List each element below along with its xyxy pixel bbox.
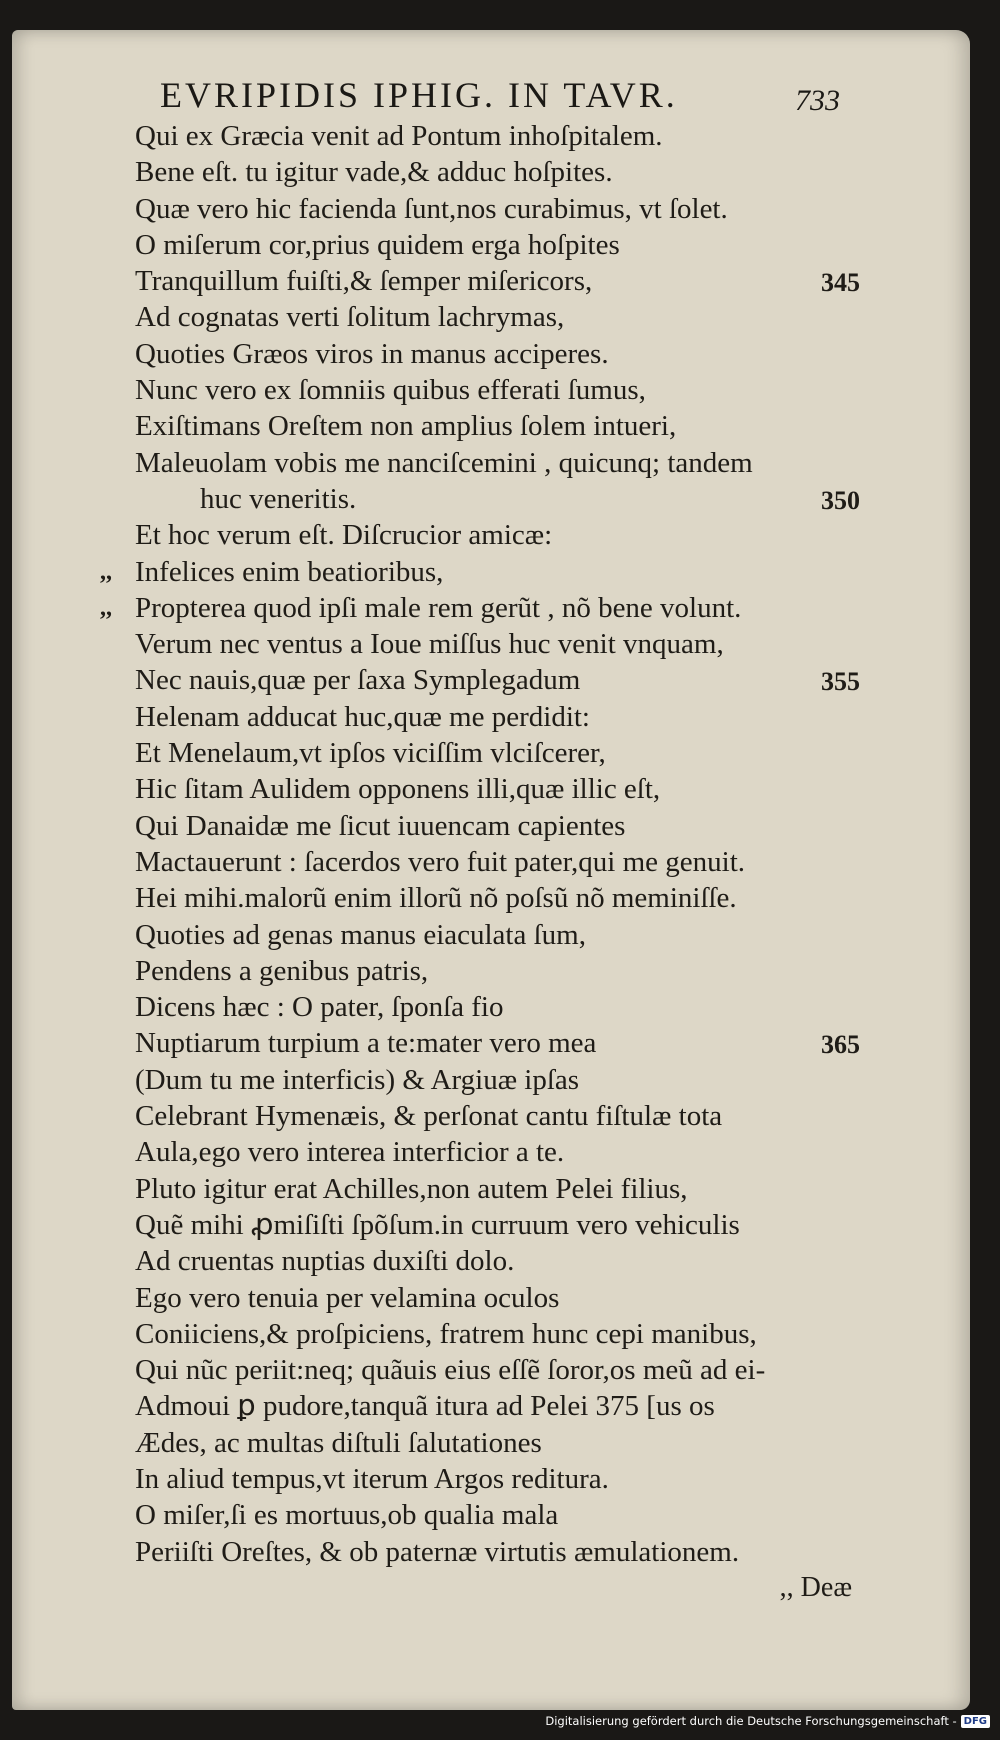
verse-text-line: Aula,ego vero interea interficior a te. (135, 1136, 565, 1169)
verse-text-line: Exiſtimans Oreſtem non amplius ſolem intueri, (135, 410, 677, 443)
verse-line (100, 1534, 860, 1570)
verse-line (100, 1025, 860, 1061)
verse-text (100, 118, 860, 1606)
verse-line (100, 1280, 860, 1316)
verse-line (100, 408, 860, 444)
verse-text-line: Tranquillum fuiſti,& ſemper miſericors, (135, 265, 593, 298)
verse-line (100, 590, 860, 626)
verse-line (100, 1243, 860, 1279)
verse-line (100, 662, 860, 698)
verse-line (100, 989, 860, 1025)
verse-text-line: Ad cruentas nuptias duxiſti dolo. (135, 1245, 515, 1278)
verse-text-line: Quoties Græos viros in manus acciperes. (135, 337, 609, 370)
verse-line (100, 1352, 860, 1388)
line-number: 355 (821, 667, 860, 697)
verse-text-line: Quoties ad genas manus eiaculata ſum, (135, 918, 586, 951)
digitization-footer (545, 1714, 990, 1728)
verse-text-line: In aliud tempus,vt iterum Argos reditura. (135, 1462, 609, 1495)
verse-line (100, 299, 860, 335)
verse-text-line: (Dum tu me interficis) & Argiuæ ipſas (135, 1063, 580, 1096)
verse-line (100, 1425, 860, 1461)
line-number: 365 (821, 1030, 860, 1060)
verse-text-line: Verum nec ventus a Ioue miſſus huc venit vnquam, (135, 628, 724, 661)
dfg-logo-icon: DFG (961, 1715, 990, 1728)
verse-text-line: Hei mihi.malorũ enim illorũ nõ poſsũ nõ meminiſſe. (135, 882, 737, 915)
verse-text-line: Infelices enim beatioribus, (135, 555, 444, 588)
verse-text-line: Ad cognatas verti ſolitum lachrymas, (135, 301, 565, 334)
verse-line (100, 1207, 860, 1243)
verse-line (100, 626, 860, 662)
verse-line (100, 880, 860, 916)
verse-text-line: Coniiciens,& proſpiciens, fratrem hunc cepi manibus, (135, 1317, 757, 1350)
verse-line (100, 699, 860, 735)
line-number: 345 (821, 268, 860, 298)
verse-line (100, 1316, 860, 1352)
verse-text-line: Ego vero tenuia per velamina oculos (135, 1281, 560, 1314)
verse-line (100, 771, 860, 807)
verse-text-line: Bene eſt. tu igitur vade,& adduc hoſpites. (135, 156, 613, 189)
verse-text-line: Helenam adducat huc,quæ me perdidit: (135, 700, 590, 733)
verse-text-line: Et Menelaum,vt ipſos viciſſim vlciſcerer, (135, 737, 606, 770)
verse-line (100, 191, 860, 227)
line-number: 350 (821, 485, 860, 515)
verse-text-line: Mactauerunt : ſacerdos vero fuit pater,qui me genuit. (135, 845, 746, 878)
verse-line (100, 1062, 860, 1098)
verse-text-line: Periiſti Oreſtes, & ob paternæ virtutis æmulationem. (135, 1535, 740, 1568)
verse-line (100, 808, 860, 844)
verse-line (100, 917, 860, 953)
verse-text-line: Qui Danaidæ me ſicut iuuencam capientes (135, 809, 626, 842)
verse-text-line: Maleuolam vobis me nanciſcemini , quicunq; tandem (135, 446, 753, 479)
verse-line (100, 445, 860, 481)
verse-text-line: Qui ex Græcia venit ad Pontum inhoſpitalem. (135, 120, 663, 152)
verse-line (100, 554, 860, 590)
verse-line (100, 1497, 860, 1533)
verse-line (100, 1388, 860, 1424)
verse-line (100, 735, 860, 771)
verse-text-line: Pluto igitur erat Achilles,non autem Pelei filius, (135, 1172, 688, 1205)
verse-text-line: Hic ſitam Aulidem opponens illi,quæ illic eſt, (135, 773, 661, 806)
verse-line (100, 844, 860, 880)
verse-text-line: Qui nũc periit:neq; quãuis eius eſſẽ ſoror,os meũ ad ei- (135, 1354, 766, 1387)
verse-line (100, 953, 860, 989)
quotation-mark: ,, (100, 558, 112, 585)
verse-line (100, 1134, 860, 1170)
quotation-mark: ,, (100, 594, 112, 621)
verse-line (100, 263, 860, 299)
verse-text-line: Nec nauis,quæ per ſaxa Symplegadum (135, 664, 581, 697)
verse-text-line: Quẽ mihi ꝓmiſiſti ſpõſum.in curruum vero vehiculis (135, 1208, 740, 1241)
verse-text-line: Celebrant Hymenæis, & perſonat cantu fiſtulæ tota (135, 1100, 723, 1133)
verse-text-line: O miſerum cor,prius quidem erga hoſpites (135, 228, 620, 261)
catchword-line (100, 1570, 860, 1606)
catchword: ,, Deæ (779, 1571, 852, 1603)
verse-line (100, 1171, 860, 1207)
verse-text-line: Dicens hæc : O pater, ſponſa fio (135, 991, 504, 1024)
verse-line (100, 227, 860, 263)
verse-text-line: Propterea quod ipſi male rem gerũt , nõ bene volunt. (135, 591, 742, 624)
verse-text-line: Et hoc verum eſt. Diſcrucior amicæ: (135, 519, 553, 552)
verse-text-line: O miſer,ſi es mortuus,ob qualia mala (135, 1499, 559, 1532)
running-title: EVRIPIDIS IPHIG. IN TAVR. (160, 75, 678, 115)
page-header (160, 72, 840, 122)
verse-text-line: Nunc vero ex ſomniis quibus efferati ſumus, (135, 374, 646, 407)
page-number: 733 (795, 84, 840, 117)
verse-text-line: Pendens a genibus patris, (135, 954, 429, 987)
verse-line (100, 517, 860, 553)
verse-line (100, 372, 860, 408)
verse-line (100, 336, 860, 372)
verse-text-line: Ædes, ac multas diſtuli ſalutationes (135, 1426, 542, 1459)
verse-text-line: Admoui ꝑ pudore,tanquã itura ad Pelei 375 [us os (135, 1390, 715, 1423)
verse-text-line: Nuptiarum turpium a te:mater vero mea (135, 1027, 597, 1060)
verse-text-line: huc veneritis. (200, 482, 357, 515)
verse-line (100, 154, 860, 190)
verse-line (100, 118, 860, 154)
verse-line (100, 1461, 860, 1497)
verse-text-line: Quæ vero hic facienda ſunt,nos curabimus, vt ſolet. (135, 192, 728, 225)
footer-credit: Digitalisierung gefördert durch die Deutsche Forschungsgemeinschaft - (545, 1714, 957, 1728)
verse-line (100, 481, 860, 517)
verse-line (100, 1098, 860, 1134)
